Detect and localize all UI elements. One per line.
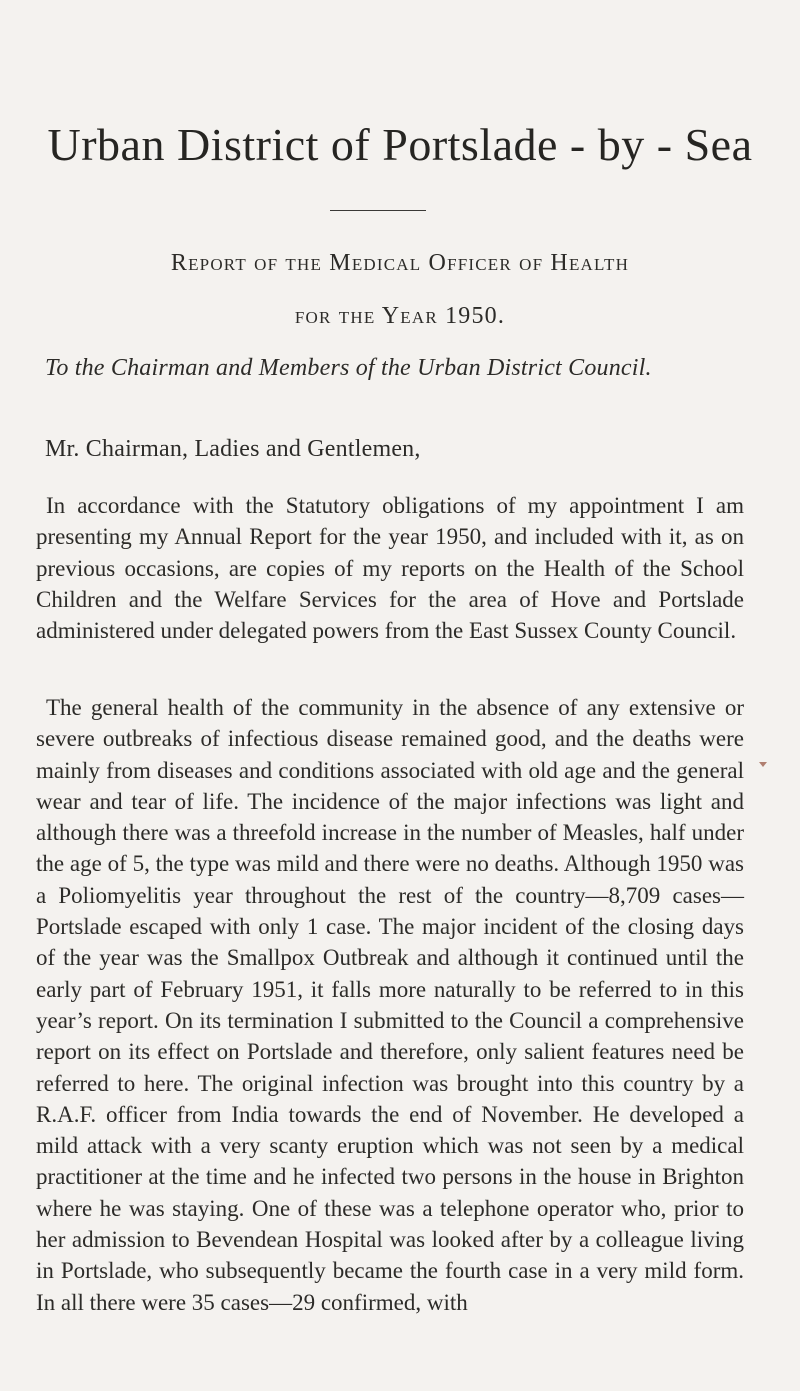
report-title-line-1: Report of the Medical Officer of Health bbox=[170, 250, 630, 276]
title-divider bbox=[330, 210, 426, 211]
address-line: To the Chairman and Members of the Urban District Council. bbox=[45, 355, 652, 381]
salutation: Mr. Chairman, Ladies and Gentlemen, bbox=[45, 436, 421, 462]
document-title: Urban District of Portslade - by - Sea bbox=[47, 119, 753, 170]
report-title-line-2: for the Year 1950. bbox=[294, 303, 506, 329]
margin-speck bbox=[759, 762, 767, 767]
paragraph-1: In accordance with the Statutory obligations of my appointment I am presenting my Annual Report for the year 1950, and included with it, as on previous occasions, are copies of my reports on the Health of the School Children and the Welfare Services for the area of Hove and Portslade administered under delegated powers from the East Sussex County Council. bbox=[36, 493, 744, 644]
paragraph-2: The general health of the community in the absence of any extensive or severe outbreaks of infectious disease remained good, and the deaths were mainly from diseases and conditions associated with old age and the general wear and tear of life. The incidence of the major infections was light and although there was a threefold increase in the number of Measles, half under the age of 5, the type was mild and there were no deaths. Although 1950 was a Poliomyelitis year throughout the rest of the country—8,709 cases—Portslade escaped with only 1 case. The major incident of the closing days of the year was the Smallpox Outbreak and although it continued until the early part of February 1951, it falls more naturally to be referred to in this year’s report. On its termination I submitted to the Council a comprehensive report on its effect on Portslade and therefore, only salient features need be referred to here. The original infection was brought into this country by a R.A.F. officer from India towards the end of November. He developed a mild attack with a very scanty eruption which was not seen by a medical practitioner at the time and he infected two persons in the house in Brighton where he was staying. One of these was a telephone operator who, prior to her admission to Bevendean Hospital was looked after by a colleague living in Portslade, who subsequently became the fourth case in a very mild form. In all there were 35 cases—29 confirmed, with bbox=[36, 695, 744, 1315]
